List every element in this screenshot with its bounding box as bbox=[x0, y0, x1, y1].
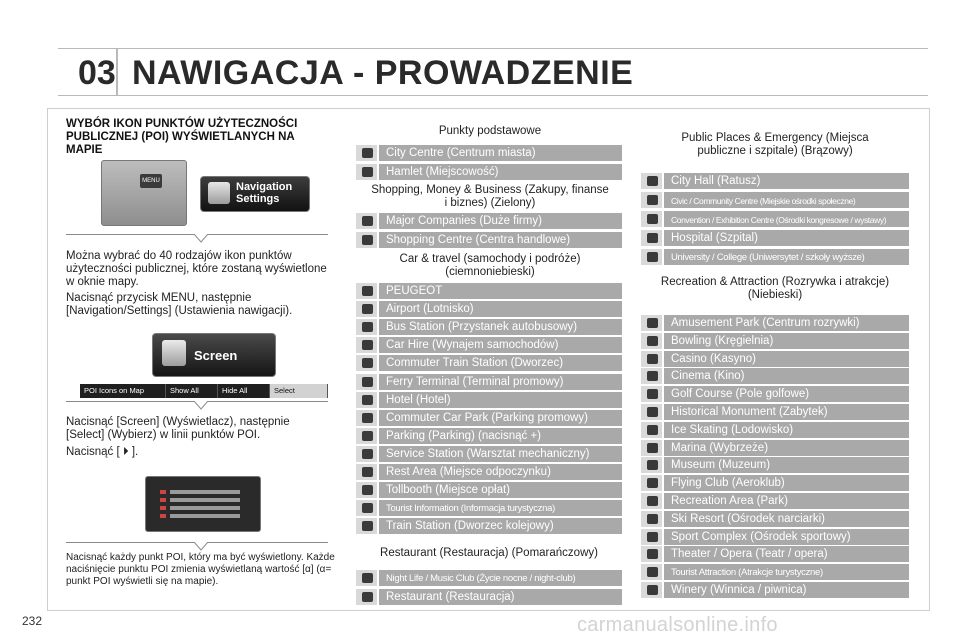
poi-icon bbox=[356, 464, 379, 480]
poi-row bbox=[356, 301, 622, 317]
poi-icon bbox=[356, 392, 379, 408]
poi-row bbox=[641, 249, 909, 265]
poi-row bbox=[356, 232, 622, 248]
poi-row bbox=[356, 482, 622, 498]
poi-icon bbox=[356, 589, 379, 605]
poi-label: Hospital (Szpital) bbox=[671, 232, 758, 244]
poi-icon bbox=[641, 457, 664, 473]
section-head-recreation: Recreation & Attraction (Rozrywka i atrakcje) (Niebieski) bbox=[660, 276, 890, 301]
poi-row bbox=[641, 333, 909, 349]
poi-label: Tollbooth (Miejsce opłat) bbox=[386, 484, 511, 497]
poi-label: Commuter Car Park (Parking promowy) bbox=[386, 411, 588, 424]
poi-label: City Hall (Ratusz) bbox=[671, 175, 761, 187]
poi-icon bbox=[641, 351, 664, 367]
section-heading: WYBÓR IKON PUNKTÓW UŻYTECZNOŚCI PUBLICZNEJ (POI) WYŚWIETLANYCH NA MAPIE bbox=[66, 118, 298, 156]
poi-label: Casino (Kasyno) bbox=[671, 352, 757, 365]
section-head-car: Car & travel (samochody i podróże) (ciemnoniebieski) bbox=[399, 253, 581, 278]
poi-row bbox=[641, 440, 909, 456]
poi-row bbox=[356, 500, 622, 516]
poi-label: Historical Monument (Zabytek) bbox=[671, 406, 828, 418]
poi-icon bbox=[356, 446, 379, 462]
poi-label: Parking (Parking) (nacisnąć +) bbox=[386, 429, 541, 442]
poi-icon bbox=[641, 386, 664, 402]
poi-row bbox=[641, 564, 909, 580]
poi-row bbox=[356, 145, 622, 161]
poi-icon bbox=[356, 213, 379, 229]
poi-label: PEUGEOT bbox=[386, 285, 443, 297]
paragraph-5: Nacisnąć każdy punkt POI, który ma być wyświetlony. Każde naciśnięcie punktu POI zmienia wyświetlaną wartość [α] (α= punkt POI wyświetli się na mapie). bbox=[66, 552, 335, 587]
tab-hide-all: Hide All bbox=[218, 384, 270, 398]
poi-icon bbox=[641, 230, 664, 246]
device-panel-image bbox=[101, 160, 187, 226]
poi-row bbox=[356, 464, 622, 480]
poi-label: Service Station (Warsztat mechaniczny) bbox=[386, 447, 590, 460]
poi-icon bbox=[356, 232, 379, 248]
poi-row bbox=[356, 164, 622, 180]
poi-icon bbox=[356, 283, 379, 299]
list-row bbox=[170, 498, 240, 502]
poi-row bbox=[356, 410, 622, 426]
screen-icon bbox=[162, 340, 186, 366]
poi-row bbox=[356, 283, 622, 299]
paragraph-2: Nacisnąć przycisk MENU, następnie [Navigation/Settings] (Ustawienia nawigacji). bbox=[66, 292, 293, 317]
poi-row bbox=[641, 386, 909, 402]
poi-label: Civic / Community Centre (Miejskie ośrodki społeczne) bbox=[671, 196, 856, 206]
poi-row bbox=[641, 475, 909, 491]
poi-row bbox=[641, 546, 909, 562]
poi-label: Tourist Information (Informacja turystyczna) bbox=[386, 503, 555, 515]
poi-label: Convention / Exhibition Centre (Ośrodki kongresowe / wystawy) bbox=[671, 215, 887, 225]
poi-icon bbox=[641, 173, 664, 189]
poi-icon bbox=[641, 211, 664, 227]
poi-row bbox=[641, 230, 909, 246]
poi-icon bbox=[356, 518, 379, 534]
list-row bbox=[170, 514, 240, 518]
poi-label: Car Hire (Wynajem samochodów) bbox=[386, 339, 559, 352]
poi-icon bbox=[641, 315, 664, 331]
poi-icon bbox=[641, 249, 664, 265]
poi-row bbox=[356, 374, 622, 390]
poi-row bbox=[356, 518, 622, 534]
poi-label: Ski Resort (Ośrodek narciarki) bbox=[671, 512, 826, 525]
poi-label: Commuter Train Station (Dworzec) bbox=[386, 357, 564, 370]
tab-poi-icons: POI Icons on Map bbox=[80, 384, 166, 398]
poi-row bbox=[356, 355, 622, 371]
poi-label: Hotel (Hotel) bbox=[386, 393, 451, 406]
poi-row bbox=[641, 211, 909, 227]
tab-select: Select bbox=[270, 384, 328, 398]
poi-label: Golf Course (Pole golfowe) bbox=[671, 388, 810, 401]
chevron-down-icon bbox=[193, 542, 209, 551]
poi-label: Sport Complex (Ośrodek sportowy) bbox=[671, 530, 851, 543]
navigation-settings-label: Navigation Settings bbox=[236, 181, 293, 205]
poi-icon bbox=[356, 301, 379, 317]
list-marker bbox=[160, 490, 166, 494]
poi-icon bbox=[641, 422, 664, 438]
poi-row bbox=[356, 589, 622, 605]
poi-row bbox=[641, 529, 909, 545]
list-marker bbox=[160, 498, 166, 502]
poi-row bbox=[641, 368, 909, 384]
poi-label: University / College (Uniwersytet / szkoły wyższe) bbox=[671, 252, 865, 263]
poi-icon bbox=[641, 493, 664, 509]
poi-label: Museum (Muzeum) bbox=[671, 459, 771, 472]
poi-icon bbox=[356, 164, 379, 180]
poi-label: Theater / Opera (Teatr / opera) bbox=[671, 548, 828, 561]
poi-icon bbox=[641, 582, 664, 598]
poi-label: Bowling (Kręgielnia) bbox=[671, 334, 774, 347]
poi-label: Shopping Centre (Centra handlowe) bbox=[386, 233, 571, 246]
list-row bbox=[170, 506, 240, 510]
poi-row bbox=[356, 213, 622, 229]
poi-row bbox=[356, 446, 622, 462]
poi-row bbox=[356, 337, 622, 353]
poi-icon bbox=[641, 368, 664, 384]
poi-icon bbox=[356, 374, 379, 390]
poi-row bbox=[641, 315, 909, 331]
section-head-basic: Punkty podstawowe bbox=[438, 125, 542, 137]
poi-label: Flying Club (Aeroklub) bbox=[671, 477, 785, 490]
tab-show-all: Show All bbox=[166, 384, 218, 398]
poi-icon bbox=[356, 570, 379, 586]
poi-row bbox=[356, 570, 622, 586]
poi-label: Recreation Area (Park) bbox=[671, 495, 788, 507]
poi-label: Amusement Park (Centrum rozrywki) bbox=[671, 317, 860, 329]
poi-icon bbox=[356, 482, 379, 498]
chevron-down-icon bbox=[193, 401, 209, 410]
section-head-restaurant: Restaurant (Restauracja) (Pomarańczowy) bbox=[380, 547, 598, 559]
poi-label: Rest Area (Miejsce odpoczynku) bbox=[386, 466, 551, 478]
poi-label: Restaurant (Restauracja) bbox=[386, 590, 515, 603]
poi-icon bbox=[356, 145, 379, 161]
poi-row bbox=[641, 173, 909, 189]
poi-row bbox=[356, 319, 622, 335]
poi-label: Winery (Winnica / piwnica) bbox=[671, 584, 807, 596]
section-head-public: Public Places & Emergency (Miejsca publiczne i szpitale) (Brązowy) bbox=[681, 132, 869, 157]
poi-row bbox=[641, 457, 909, 473]
poi-row bbox=[641, 351, 909, 367]
poi-row bbox=[641, 493, 909, 509]
poi-row bbox=[641, 192, 909, 208]
list-marker bbox=[160, 514, 166, 518]
menu-button-image: MENU bbox=[140, 174, 162, 188]
poi-label: Cinema (Kino) bbox=[671, 370, 745, 383]
header-separator bbox=[116, 48, 118, 96]
poi-icon bbox=[641, 529, 664, 545]
poi-label: Airport (Lotnisko) bbox=[386, 303, 474, 316]
poi-icon bbox=[356, 319, 379, 335]
watermark: carmanualsonline.info bbox=[577, 614, 778, 636]
poi-label: Train Station (Dworzec kolejowy) bbox=[386, 520, 554, 533]
poi-label: Night Life / Music Club (Życie nocne / night-club) bbox=[386, 573, 576, 584]
poi-row bbox=[641, 422, 909, 438]
page-title: NAWIGACJA - PROWADZENIE bbox=[132, 54, 634, 92]
poi-icon bbox=[641, 511, 664, 527]
poi-label: City Centre (Centrum miasta) bbox=[386, 147, 536, 159]
poi-label: Hamlet (Miejscowość) bbox=[386, 165, 499, 178]
poi-label: Bus Station (Przystanek autobusowy) bbox=[386, 321, 578, 334]
poi-icon bbox=[356, 500, 379, 516]
poi-icon bbox=[641, 564, 664, 580]
poi-icon bbox=[641, 333, 664, 349]
poi-icon bbox=[641, 404, 664, 420]
poi-icon bbox=[356, 428, 379, 444]
poi-label: Major Companies (Duże firmy) bbox=[386, 215, 542, 227]
poi-row bbox=[356, 392, 622, 408]
list-marker bbox=[160, 506, 166, 510]
poi-icon bbox=[641, 192, 664, 208]
screen-label: Screen bbox=[194, 348, 238, 363]
poi-label: Ice Skating (Lodowisko) bbox=[671, 423, 794, 436]
poi-label: Ferry Terminal (Terminal promowy) bbox=[386, 375, 564, 388]
poi-icon bbox=[356, 410, 379, 426]
section-head-shopping: Shopping, Money & Business (Zakupy, finanse i biznes) (Zielony) bbox=[371, 184, 609, 209]
poi-icon bbox=[356, 337, 379, 353]
paragraph-3: Nacisnąć [Screen] (Wyświetlacz), następnie [Select] (Wybierz) w linii punktów POI. bbox=[66, 416, 290, 441]
paragraph-1: Można wybrać do 40 rodzajów ikon punktów użyteczności publicznej, które zostaną wyświetlone w oknie mapy. bbox=[66, 250, 327, 288]
poi-row bbox=[641, 511, 909, 527]
poi-icon bbox=[356, 355, 379, 371]
poi-tab-bar bbox=[80, 384, 328, 398]
poi-row bbox=[641, 582, 909, 598]
chapter-number: 03 bbox=[78, 54, 116, 92]
chevron-down-icon bbox=[193, 234, 209, 243]
poi-label: Tourist Attraction (Atrakcje turystyczne) bbox=[671, 567, 823, 579]
poi-row bbox=[641, 404, 909, 420]
poi-label: Marina (Wybrzeże) bbox=[671, 441, 769, 454]
poi-icon bbox=[641, 440, 664, 456]
settings-icon bbox=[208, 182, 230, 204]
poi-list-screen-image bbox=[145, 476, 261, 532]
poi-icon bbox=[641, 546, 664, 562]
poi-icon bbox=[641, 475, 664, 491]
page-number: 232 bbox=[22, 614, 43, 628]
poi-row bbox=[356, 428, 622, 444]
list-row bbox=[170, 490, 240, 494]
paragraph-4: Nacisnąć [ ⏵ ]. bbox=[66, 446, 139, 458]
